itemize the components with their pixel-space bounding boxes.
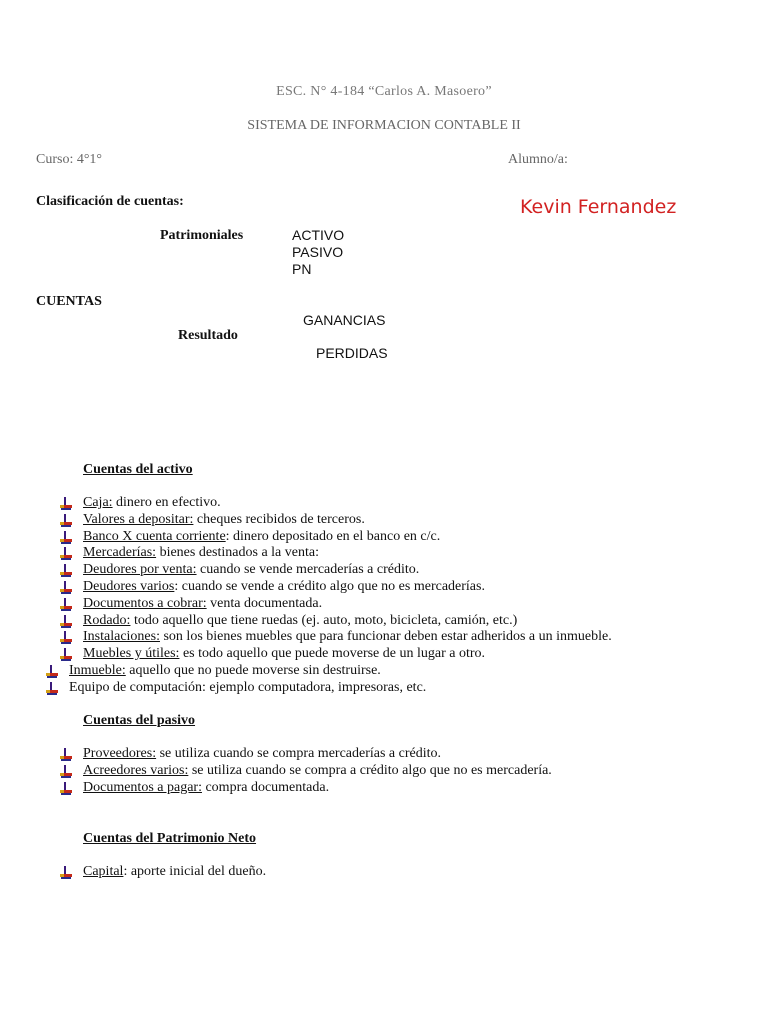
list-item <box>56 780 552 797</box>
account-description: Equipo de computación: ejemplo computadora, impresoras, etc. <box>69 679 427 695</box>
account-description: bienes destinados a la venta: <box>156 545 319 561</box>
account-description: : cuando se vende a crédito algo que no es mercaderías. <box>174 578 485 594</box>
bullet-icon <box>46 665 60 678</box>
account-description: es todo aquello que puede moverse de un lugar a otro. <box>179 646 486 662</box>
account-description: son los bienes muebles que para funcionar deben estar adheridos a un inmueble. <box>159 629 612 645</box>
bullet-icon <box>60 531 74 544</box>
list-item <box>56 495 612 512</box>
list-item <box>56 629 612 646</box>
pasivo-heading: Cuentas del pasivo <box>83 713 196 728</box>
account-description: compra documentada. <box>201 779 330 795</box>
list-item <box>56 746 552 763</box>
account-description: venta documentada. <box>206 595 323 611</box>
list-item <box>56 545 612 562</box>
account-term: Rodado: <box>83 612 131 628</box>
account-term: Muebles y útiles: <box>83 646 180 662</box>
list-item <box>56 579 612 596</box>
activo-list <box>56 495 612 697</box>
list-item <box>49 680 612 697</box>
cuentas-label: CUENTAS <box>36 294 102 309</box>
account-description: todo aquello que tiene ruedas (ej. auto, moto, bicicleta, camión, etc.) <box>130 612 518 628</box>
list-item <box>56 529 612 546</box>
list-item <box>49 663 612 680</box>
course-label: Curso: 4°1° <box>36 152 103 167</box>
bullet-icon <box>60 648 74 661</box>
classification-title: Clasificación de cuentas: <box>36 194 184 209</box>
bullet-icon <box>60 514 74 527</box>
account-term: Deudores por venta: <box>83 562 197 578</box>
account-term: Deudores varios <box>83 578 175 594</box>
resultado-label: Resultado <box>178 328 238 343</box>
bullet-icon <box>60 547 74 560</box>
bullet-icon <box>46 682 60 695</box>
account-term: Instalaciones: <box>83 629 160 645</box>
list-item <box>56 512 612 529</box>
account-term: Proveedores: <box>83 746 157 761</box>
bullet-icon <box>60 615 74 628</box>
patrimoniales-label: Patrimoniales <box>160 228 244 243</box>
bullet-icon <box>60 748 74 761</box>
bullet-icon <box>60 581 74 594</box>
ganancias-label: GANANCIAS <box>303 312 386 328</box>
account-term: Capital <box>83 864 124 879</box>
bullet-icon <box>60 564 74 577</box>
bullet-icon <box>60 631 74 644</box>
student-name: Kevin Fernandez <box>520 196 677 218</box>
subject-title: SISTEMA DE INFORMACION CONTABLE II <box>247 118 521 133</box>
account-term: Valores a depositar: <box>83 511 194 527</box>
patrimonial-item-pn: PN <box>292 261 312 277</box>
account-term: Caja: <box>83 495 113 510</box>
list-item <box>56 646 612 663</box>
patrimonial-item-activo: ACTIVO <box>292 227 345 243</box>
list-item <box>56 763 552 780</box>
bullet-icon <box>60 866 74 879</box>
account-description: cuando se vende mercaderías a crédito. <box>196 562 420 578</box>
list-item <box>56 864 266 881</box>
student-label: Alumno/a: <box>508 152 568 167</box>
list-item <box>56 562 612 579</box>
account-description: cheques recibidos de terceros. <box>193 511 365 527</box>
school-name: ESC. N° 4-184 “Carlos A. Masoero” <box>276 84 492 99</box>
account-term: Banco X cuenta corriente <box>83 528 226 544</box>
bullet-icon <box>60 765 74 778</box>
patrimonio-heading: Cuentas del Patrimonio Neto <box>83 831 257 846</box>
account-term: Documentos a pagar: <box>83 779 202 795</box>
list-item <box>56 596 612 613</box>
list-item <box>56 613 612 630</box>
pasivo-list <box>56 746 552 796</box>
bullet-icon <box>60 598 74 611</box>
account-term: Inmueble: <box>69 662 126 678</box>
account-term: Mercaderías: <box>83 545 157 561</box>
account-description: dinero en efectivo. <box>112 495 221 510</box>
bullet-icon <box>60 497 74 510</box>
patrimonial-item-pasivo: PASIVO <box>292 244 344 260</box>
account-description: aquello que no puede moverse sin destruirse. <box>125 662 381 678</box>
perdidas-label: PERDIDAS <box>316 345 388 361</box>
account-description: se utiliza cuando se compra a crédito algo que no es mercadería. <box>188 762 552 778</box>
patrimonio-list <box>56 864 266 881</box>
activo-heading: Cuentas del activo <box>83 462 193 477</box>
bullet-icon <box>60 782 74 795</box>
account-term: Acreedores varios: <box>83 762 189 778</box>
account-description: : dinero depositado en el banco en c/c. <box>225 528 441 544</box>
account-description: se utiliza cuando se compra mercaderías a crédito. <box>156 746 442 761</box>
account-description: : aporte inicial del dueño. <box>123 864 267 879</box>
account-term: Documentos a cobrar: <box>83 595 207 611</box>
